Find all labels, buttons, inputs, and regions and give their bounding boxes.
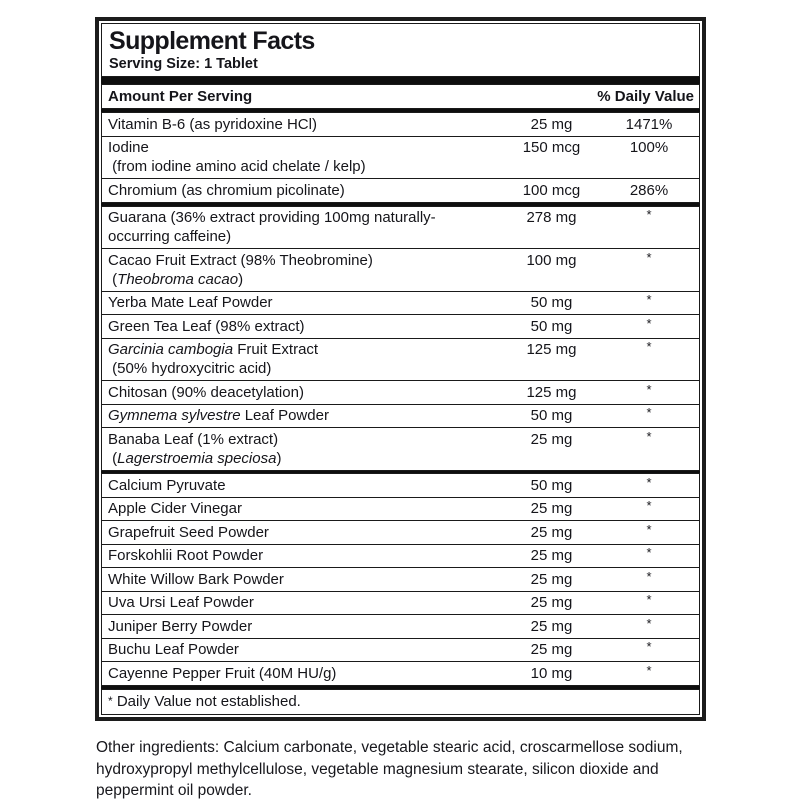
ingredient-row: [102, 338, 699, 381]
amount-value: 50 mg: [530, 476, 573, 494]
ingredient-name: Iodine (from iodine amino acid chelate / kelp): [108, 139, 366, 175]
amount-value: 25 mg: [530, 430, 573, 448]
daily-value: *: [646, 545, 652, 560]
ingredient-row: [102, 497, 699, 521]
daily-value: 100%: [629, 139, 669, 156]
daily-value: *: [646, 662, 652, 678]
ingredient-name: Uva Ursi Leaf Powder: [108, 594, 254, 611]
other-ingredients-text: Other ingredients: Calcium carbonate, vegetable stearic acid, croscarmellose sodium, hydroxypropyl methylcellulose, vegetable magnesium stearate, silicon dioxide and peppermint oil powder.: [96, 739, 683, 799]
ingredient-row: [102, 113, 699, 136]
amount-value: 25 mg: [530, 547, 573, 564]
ingredient-name: Green Tea Leaf (98% extract): [108, 317, 305, 335]
amount-value: 50 mg: [530, 317, 573, 335]
ingredient-name: Gymnema sylvestre Leaf Powder: [108, 407, 329, 424]
ingredient-name: Banaba Leaf (1% extract) (Lagerstroemia speciosa): [108, 430, 282, 467]
daily-value: 286%: [629, 181, 669, 199]
ingredient-row: [102, 544, 699, 568]
ingredient-row: [102, 404, 699, 428]
ingredient-row: [102, 520, 699, 544]
ingredient-name: Apple Cider Vinegar: [108, 500, 242, 517]
amount-value: 25 mg: [530, 617, 573, 635]
ingredient-name: Vitamin B-6 (as pyridoxine HCl): [108, 115, 317, 133]
ingredient-name: Garcinia cambogia Fruit Extract (50% hydroxycitric acid): [108, 341, 319, 377]
daily-value: *: [646, 292, 652, 307]
daily-value: *: [646, 249, 652, 265]
amount-value: 50 mg: [530, 294, 573, 311]
ingredient-name: Chromium (as chromium picolinate): [108, 181, 345, 199]
ingredient-name: Calcium Pyruvate: [108, 476, 226, 494]
ingredient-row: [102, 638, 699, 662]
serving-size: Serving Size: 1 Tablet: [109, 56, 258, 72]
other-actives-block: [101, 473, 700, 686]
amount-value: 100 mg: [526, 251, 577, 269]
ingredient-row: [102, 178, 699, 202]
ingredient-row: [102, 207, 699, 249]
ingredient-name: Buchu Leaf Powder: [108, 641, 239, 658]
ingredient-name: Forskohlii Root Powder: [108, 547, 264, 564]
amount-value: 25 mg: [530, 594, 573, 611]
amount-value: 25 mg: [530, 570, 573, 588]
daily-value: 1471%: [625, 115, 673, 133]
daily-value-footnote: [101, 689, 700, 715]
daily-value: *: [646, 428, 652, 444]
ingredient-name: Cayenne Pepper Fruit (40M HU/g): [108, 664, 337, 682]
ingredient-row: [102, 427, 699, 470]
daily-value: *: [646, 615, 652, 631]
footnote-asterisk: *: [108, 693, 113, 708]
ingredient-name: White Willow Bark Powder: [108, 570, 284, 588]
amount-value: 50 mg: [530, 407, 573, 424]
amount-value: 10 mg: [530, 664, 573, 682]
ingredient-name: Cacao Fruit Extract (98% Theobromine) (Theobroma cacao): [108, 251, 373, 288]
daily-value: *: [646, 521, 652, 537]
daily-value: *: [646, 339, 652, 354]
daily-value: *: [646, 315, 652, 331]
daily-value: *: [646, 381, 652, 397]
supplement-facts-panel: [95, 17, 706, 721]
amount-value: 125 mg: [526, 383, 577, 401]
column-header-row: [101, 84, 700, 109]
amount-value: 278 mg: [526, 209, 577, 226]
daily-value-header: % Daily Value: [597, 88, 694, 105]
ingredient-row: [102, 314, 699, 338]
amount-per-serving-header: Amount Per Serving: [108, 88, 253, 105]
ingredient-name: Chitosan (90% deacetylation): [108, 383, 304, 401]
footnote-text: Daily Value not established.: [112, 692, 301, 710]
botanicals-block: [101, 206, 700, 471]
daily-value: *: [646, 474, 652, 490]
daily-value: *: [646, 405, 652, 420]
daily-value: *: [646, 207, 652, 222]
panel-title: Supplement Facts: [109, 27, 315, 55]
ingredient-row: [102, 380, 699, 404]
thick-divider-bar: [101, 77, 700, 84]
daily-value: *: [646, 639, 652, 654]
amount-value: 125 mg: [526, 341, 577, 358]
ingredient-row: [102, 291, 699, 315]
ingredient-row: [102, 136, 699, 179]
ingredient-row: [102, 248, 699, 291]
amount-value: 150 mcg: [522, 139, 581, 156]
ingredient-row: [102, 591, 699, 615]
amount-value: 100 mcg: [522, 181, 581, 199]
amount-value: 25 mg: [530, 523, 573, 541]
amount-value: 25 mg: [530, 500, 573, 517]
ingredient-name: Yerba Mate Leaf Powder: [108, 294, 273, 311]
ingredient-row: [102, 661, 699, 685]
ingredient-name: Guarana (36% extract providing 100mg naturally- occurring caffeine): [108, 209, 436, 245]
daily-value: *: [646, 498, 652, 513]
daily-value: *: [646, 568, 652, 584]
vitamins-block: [101, 112, 700, 203]
ingredient-row: [102, 567, 699, 591]
ingredient-name: Grapefruit Seed Powder: [108, 523, 269, 541]
amount-value: 25 mg: [530, 115, 573, 133]
ingredient-row: [102, 474, 699, 497]
ingredient-row: [102, 614, 699, 638]
daily-value: *: [646, 592, 652, 607]
title-section: [101, 23, 700, 77]
ingredient-name: Juniper Berry Powder: [108, 617, 253, 635]
amount-value: 25 mg: [530, 641, 573, 658]
